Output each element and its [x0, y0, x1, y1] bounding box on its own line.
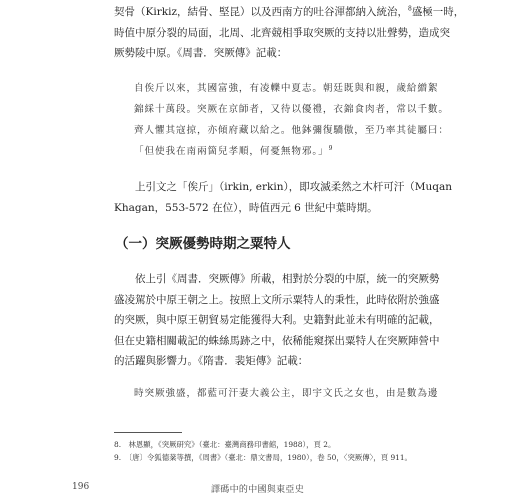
- paragraph-2: [114, 177, 453, 218]
- footnote-9: 9. 〔唐〕令狐德棻等撰，《周書》（臺北：鼎文書局，1980），卷 50，〈突厥傳〉，頁 911。: [114, 453, 412, 462]
- block-quote-zhoushu: [134, 78, 449, 162]
- paragraph-3: [114, 269, 440, 372]
- quote-line: 齊人懼其寇掠，亦傾府藏以給之。他鉢彌復驕傲，至乃率其徒屬曰：: [134, 125, 449, 136]
- footnote-ref-9[interactable]: 9: [328, 144, 334, 152]
- footnote-ref-8[interactable]: 8: [407, 5, 412, 13]
- paragraph-line: 時值中原分裂的局面，北周、北齊競相爭取突厥的支持以壯聲勢，造成突: [114, 26, 450, 39]
- block-quote-suishu: [134, 383, 439, 404]
- paragraph-line: 盛凌駕於中原王朝之上。按照上文所示粟特人的秉性，此時依附於強盛: [114, 293, 440, 306]
- quote-line: 錦綵十萬段。突厥在京師者，又待以優禮，衣錦食肉者，常以千數。: [134, 104, 449, 115]
- quote-line: 自俟斤以來，其國富強，有凌轢中夏志。朝廷既與和親，歲給繒絮: [134, 83, 439, 94]
- running-title: 譯碼中的中國與東亞史: [211, 485, 305, 495]
- paragraph-line: 厥勢陵中原。《周書．突厥傳》記載：: [114, 47, 288, 59]
- paragraph-line: 依上引《周書．突厥傳》所載，相對於分裂的中原，統一的突厥勢: [135, 273, 440, 285]
- paragraph-line: 的活躍與影響力。《隋書．裴矩傳》記載：: [114, 355, 309, 367]
- paragraph-line: 上引文之「俟斤」（irkin, erkin），即攻滅柔然之木杆可汗（Muqan: [135, 181, 453, 193]
- section-heading: （一）突厥優勢時期之粟特人: [115, 236, 291, 252]
- quote-line: 「但使我在南兩箇兒孝順，何憂無物邪。」$^9$: [134, 144, 334, 157]
- paragraph-line: Khagan，553-572 在位），時值西元 6 世紀中葉時期。: [114, 201, 378, 214]
- footnote-divider: [114, 432, 182, 433]
- footnote-8: 8. 林恩顯，《突厥研究》（臺北：臺灣商務印書館，1988），頁 2。: [114, 440, 336, 449]
- paragraph-line: 的突厥，與中原王朝貿易定能獲得大利。史籍對此並未有明確的記載，: [114, 314, 440, 326]
- paragraph-line: 契骨（Kirkiz，結骨、堅昆）以及西南方的吐谷渾都納入統治，$^8$盛極一時，: [114, 5, 465, 18]
- paragraph-line: 但在史籍相關載記的蛛絲馬跡之中，依稀能窺探出粟特人在突厥陣營中: [114, 334, 440, 347]
- footnotes: [114, 438, 412, 464]
- paragraph-1: [114, 2, 465, 64]
- quote-line: 時突厥強盛，都藍可汗妻大義公主，即宇文氏之女也，由是數為邊: [134, 388, 439, 399]
- page-number: 196: [72, 482, 90, 492]
